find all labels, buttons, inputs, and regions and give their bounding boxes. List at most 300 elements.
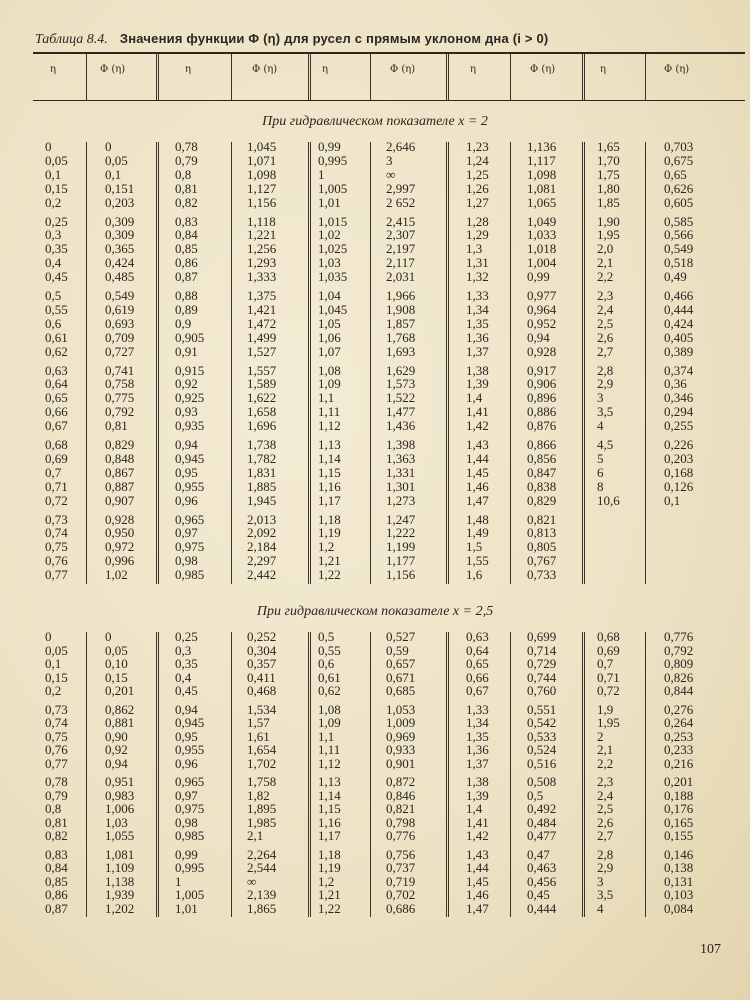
phi-value: 2,297 [247,553,277,569]
phi-value: 0,727 [105,343,135,359]
header-top-rule [33,52,745,54]
eta-value: 1 [175,873,182,889]
eta-value: 1,65 [597,139,620,154]
eta-value: 0,7 [45,464,62,480]
eta-value: 0,945 [175,715,205,730]
table-title: Значения функции Φ (η) для русел с прямым уклоном дна (i > 0) [119,31,549,46]
phi-value: 1,098 [527,166,557,182]
eta-value: 1,08 [318,701,341,717]
phi-value: 0,444 [527,900,557,916]
eta-value: 2,1 [597,255,614,271]
phi-value: 1,055 [105,828,135,843]
phi-value: 0,709 [105,329,135,345]
eta-value: 0,965 [175,774,205,789]
eta-value: 1,35 [466,728,489,744]
phi-value: 2,307 [386,227,416,243]
eta-value: 0,85 [175,241,198,257]
phi-value: 0,758 [105,376,135,392]
phi-value: 0,1 [105,166,122,182]
eta-value: 0,73 [45,701,68,717]
section-title: При гидравлическом показателе x = 2,5 [256,604,494,619]
phi-value: 0,693 [105,315,135,331]
eta-value: 0,985 [175,828,205,843]
phi-value: 1,02 [105,567,128,583]
eta-value: 0,63 [45,362,68,378]
header-phi: Φ (η) [100,64,126,75]
phi-value: 1,939 [105,887,135,902]
phi-value: 0,524 [527,742,557,757]
phi-value: 0,969 [386,728,416,744]
eta-value: 0,91 [175,343,198,359]
table-row [0,345,750,359]
eta-value: 1,55 [466,553,489,569]
eta-value: 0,975 [175,539,205,555]
phi-value: 1,557 [247,362,277,378]
eta-value: 0,4 [45,255,62,271]
eta-value: 1,035 [318,269,348,285]
table-row [0,168,750,182]
eta-value: 2,5 [597,801,614,816]
phi-value: 2,139 [247,887,277,902]
eta-value: 2,1 [597,742,614,757]
phi-value: 0,737 [386,860,416,875]
eta-value: 1,47 [466,900,489,916]
eta-value: 0,99 [318,139,341,154]
phi-value: 0,605 [664,194,694,210]
eta-value: 2 [597,728,604,744]
phi-value: 1,885 [247,478,277,494]
eta-value: 0,71 [597,669,620,685]
eta-value: 0,87 [175,269,198,285]
phi-value: 1,156 [386,567,416,583]
phi-value: 0 [105,139,112,154]
eta-value: 1,17 [318,492,341,508]
phi-value: 1,098 [247,166,277,182]
eta-value: 0,69 [597,642,620,658]
column-rule [156,632,159,917]
eta-value: 2,8 [597,362,614,378]
table-row [0,215,750,229]
phi-value: 0,756 [386,846,416,862]
eta-value: 1,05 [318,315,341,331]
phi-value: 2,1 [247,828,264,843]
phi-value: 1,57 [247,715,270,730]
phi-value: 0,657 [386,656,416,671]
phi-value: 1,702 [247,755,277,771]
phi-value: 1,081 [527,180,557,196]
eta-value: 0,73 [45,511,68,527]
header-column-rule [645,54,646,100]
phi-value: 1,738 [247,437,277,452]
eta-value: 5 [597,450,604,466]
phi-value: 2,544 [247,860,277,875]
eta-value: 0,63 [466,629,489,644]
eta-value: 1,41 [466,814,489,830]
eta-value: 0,84 [45,860,68,875]
phi-value: 1,301 [386,478,416,494]
eta-value: 1,12 [318,418,341,434]
eta-value: 1,19 [318,525,341,541]
eta-value: 1,18 [318,511,341,527]
eta-value: 1,2 [318,539,335,555]
eta-value: 0,945 [175,450,205,466]
eta-value: 1,09 [318,715,341,730]
eta-value: 1,29 [466,227,489,243]
eta-value: 1,26 [466,180,489,196]
phi-value: 0,126 [664,478,694,494]
eta-value: 0,62 [318,683,341,698]
eta-value: 1,015 [318,213,348,229]
eta-value: 2,7 [597,343,614,359]
eta-value: 1,15 [318,464,341,480]
header-column-rule [446,54,449,100]
phi-value: 0,933 [386,742,416,757]
eta-value: 0,69 [45,450,68,466]
eta-value: 1,22 [318,900,341,916]
table-row [0,256,750,270]
column-rule [582,632,585,917]
eta-value: 0,81 [45,814,68,830]
eta-value: 0,955 [175,478,205,494]
eta-value: 1,3 [466,241,483,257]
eta-value: 0,905 [175,329,205,345]
phi-value: 1,534 [247,701,277,717]
eta-value: 1,85 [597,194,620,210]
header-eta: η [185,64,191,75]
phi-value: 1,053 [386,701,416,717]
eta-value: 2,6 [597,814,614,830]
table-row [0,775,750,789]
phi-value: 0,821 [386,801,416,816]
eta-value: 0,84 [175,227,198,243]
eta-value: 1,37 [466,755,489,771]
eta-value: 0,5 [318,629,335,644]
phi-value: 0,928 [105,511,135,527]
eta-value: 1,39 [466,787,489,803]
eta-value: 0,4 [175,669,192,685]
phi-value: 1,156 [247,194,277,210]
phi-value: 0,964 [527,301,557,317]
eta-value: 1,95 [597,715,620,730]
eta-value: 0,87 [45,900,68,916]
phi-value: 0,45 [527,887,550,902]
phi-value: 0,424 [105,255,135,271]
phi-value: 1,865 [247,900,277,916]
eta-value: 1,5 [466,539,483,555]
phi-value: 0,886 [527,404,557,420]
phi-value: 0,792 [664,642,694,658]
eta-value: 0,1 [45,656,62,671]
phi-value: 2,184 [247,539,277,555]
phi-value: 0,131 [664,873,694,889]
eta-value: 1,19 [318,860,341,875]
header-eta: η [322,64,328,75]
table-row [0,154,750,168]
phi-value: 0,151 [105,180,135,196]
phi-value: 0,468 [247,683,277,698]
header-phi: Φ (η) [252,64,278,75]
eta-value: 1,95 [597,227,620,243]
eta-value: 1,14 [318,787,341,803]
phi-value: 0,389 [664,343,694,359]
eta-value: 2,3 [597,288,614,303]
phi-value: 0,15 [105,669,128,685]
eta-value: 0,76 [45,742,68,757]
eta-value: 2,3 [597,774,614,789]
eta-value: 4,5 [597,437,614,452]
phi-value: 0,542 [527,715,557,730]
phi-value: 0,10 [105,656,128,671]
phi-value: 1,273 [386,492,416,508]
phi-value: 1,693 [386,343,416,359]
eta-value: 0,77 [45,755,68,771]
eta-value: 1,34 [466,715,489,730]
eta-value: 1,36 [466,329,489,345]
phi-value: 0,47 [527,846,550,862]
table-row [0,829,750,843]
phi-value: 0,566 [664,227,694,243]
phi-value: 0,703 [664,139,694,154]
phi-value: 0,346 [664,390,694,406]
eta-value: 2,7 [597,828,614,843]
column-rule [308,632,311,917]
phi-value: 0,99 [527,269,550,285]
phi-value: 0,702 [386,887,416,902]
eta-value: 2,9 [597,860,614,875]
phi-value: 0,374 [664,362,694,378]
phi-value: 1,472 [247,315,277,331]
eta-value: 0,15 [45,669,68,685]
phi-value: 1,177 [386,553,416,569]
eta-value: 1,13 [318,774,341,789]
section-title: При гидравлическом показателе x = 2 [262,114,488,129]
table-row [0,888,750,902]
phi-value: 0,203 [105,194,135,210]
phi-value: 0,872 [386,774,416,789]
phi-value: 0,155 [664,828,694,843]
eta-value: 1,02 [318,227,341,243]
phi-value: 0,81 [105,418,128,434]
eta-value: 0,985 [175,567,205,583]
table-row [0,391,750,405]
eta-value: 1,24 [466,152,489,168]
eta-value: 0,05 [45,642,68,658]
phi-value: 0,848 [105,450,135,466]
eta-value: 1,44 [466,450,489,466]
phi-value: 1,136 [527,139,557,154]
eta-value: 0,77 [45,567,68,583]
table-row [0,554,750,568]
phi-value: 0,508 [527,774,557,789]
phi-value: 1,293 [247,255,277,271]
eta-value: 0,79 [175,152,198,168]
phi-value: ∞ [386,166,396,182]
phi-value: 2,031 [386,269,416,285]
phi-value: 0,36 [664,376,687,392]
phi-value: 0,484 [527,814,557,830]
phi-value: 0,549 [664,241,694,257]
phi-value: 1,256 [247,241,277,257]
phi-value: 0,776 [386,828,416,843]
eta-value: 0,55 [318,642,341,658]
phi-value: 1,522 [386,390,416,406]
eta-value: 1,005 [318,180,348,196]
phi-value: 0,203 [664,450,694,466]
phi-value: 2,013 [247,511,277,527]
eta-value: 0,67 [466,683,489,698]
phi-value: ∞ [247,873,257,889]
phi-value: 0,829 [105,437,135,452]
table-row [0,438,750,452]
phi-value: 0,896 [527,390,557,406]
phi-value: 0,844 [664,683,694,698]
phi-value: 0,252 [247,629,277,644]
header-column-rule [308,54,311,100]
eta-value: 0,975 [175,801,205,816]
table-caption [35,31,548,48]
column-rule [582,142,585,584]
phi-value: 1,004 [527,255,557,271]
eta-value: 10,6 [597,492,620,508]
eta-value: 1,32 [466,269,489,285]
table-row [0,526,750,540]
eta-value: 1,01 [175,900,198,916]
eta-value: 0,35 [45,241,68,257]
eta-value: 0,5 [45,288,62,303]
phi-value: 0,585 [664,213,694,229]
eta-value: 0,995 [175,860,205,875]
phi-value: 0,876 [527,418,557,434]
phi-value: 1,398 [386,437,416,452]
phi-value: 0,201 [664,774,694,789]
eta-value: 0,935 [175,418,205,434]
phi-value: 0,94 [527,329,550,345]
phi-value: 0,084 [664,900,694,916]
phi-value: 0,862 [105,701,135,717]
phi-value: 0,5 [527,787,544,803]
phi-value: 0,226 [664,437,694,452]
eta-value: 1,33 [466,701,489,717]
header-column-rule [231,54,232,100]
eta-value: 1,11 [318,742,341,757]
phi-value: 0,304 [247,642,277,658]
eta-value: 1,49 [466,525,489,541]
eta-value: 0,93 [175,404,198,420]
eta-value: 1,21 [318,887,341,902]
eta-value: 0,3 [45,227,62,243]
phi-value: 2,264 [247,846,277,862]
phi-value: 0,821 [527,511,557,527]
table-row [0,419,750,433]
eta-value: 0,6 [318,656,335,671]
phi-value: 1,908 [386,301,416,317]
column-rule [645,632,646,917]
phi-value: 0,907 [105,492,135,508]
phi-value: 0,798 [386,814,416,830]
eta-value: 0,74 [45,525,68,541]
eta-value: 1,1 [318,728,335,744]
table-row [0,684,750,698]
phi-value: 2,442 [247,567,277,583]
eta-value: 0,25 [175,629,198,644]
eta-value: 1,45 [466,464,489,480]
eta-value: 0,97 [175,787,198,803]
phi-value: 1,82 [247,787,270,803]
phi-value: 1,436 [386,418,416,434]
phi-value: 2,117 [386,255,415,271]
eta-value: 1,4 [466,390,483,406]
phi-value: 0,972 [105,539,135,555]
phi-value: 0,188 [664,787,694,803]
phi-value: 0,176 [664,801,694,816]
phi-value: 1,966 [386,288,416,303]
page-number: 107 [700,942,721,957]
eta-value: 1,4 [466,801,483,816]
phi-value: 0,887 [105,478,135,494]
phi-value: 0,977 [527,288,557,303]
phi-value: 1,033 [527,227,557,243]
eta-value: 0,82 [175,194,198,210]
phi-value: 1,138 [105,873,135,889]
column-rule [308,142,311,584]
column-rule [370,142,371,584]
eta-value: 0,62 [45,343,68,359]
eta-value: 1,44 [466,860,489,875]
eta-value: 1,12 [318,755,341,771]
phi-value: 1,527 [247,343,277,359]
column-rule [645,142,646,584]
eta-value: 1,01 [318,194,341,210]
phi-value: 0,527 [386,629,416,644]
phi-value: 0,996 [105,553,135,569]
phi-value: 1,247 [386,511,416,527]
eta-value: 1,16 [318,814,341,830]
phi-value: 1,782 [247,450,277,466]
eta-value: 0,75 [45,728,68,744]
eta-value: 2,4 [597,787,614,803]
phi-value: 1,222 [386,525,416,541]
phi-value: 1,375 [247,288,277,303]
phi-value: 0,867 [105,464,135,480]
phi-value: 0,276 [664,701,694,717]
phi-value: 0,424 [664,315,694,331]
phi-value: 1,065 [527,194,557,210]
header-phi: Φ (η) [530,64,556,75]
eta-value: 0,15 [45,180,68,196]
phi-value: 1,202 [105,900,135,916]
phi-value: 3 [386,152,393,168]
phi-value: 0,685 [386,683,416,698]
eta-value: 1,16 [318,478,341,494]
header-phi: Φ (η) [390,64,416,75]
phi-value: 0,813 [527,525,557,541]
phi-value: 0,533 [527,728,557,744]
phi-value: 1,018 [527,241,557,257]
phi-value: 1,945 [247,492,277,508]
eta-value: 1,39 [466,376,489,392]
header-phi: Φ (η) [664,64,690,75]
eta-value: 1,45 [466,873,489,889]
phi-value: 1,629 [386,362,416,378]
eta-value: 0,81 [175,180,198,196]
phi-value: 0,516 [527,755,557,771]
eta-value: 1,15 [318,801,341,816]
phi-value: 1,109 [105,860,135,875]
eta-value: 0,9 [175,315,192,331]
eta-value: 1,33 [466,288,489,303]
eta-value: 1,43 [466,846,489,862]
eta-value: 0,65 [466,656,489,671]
